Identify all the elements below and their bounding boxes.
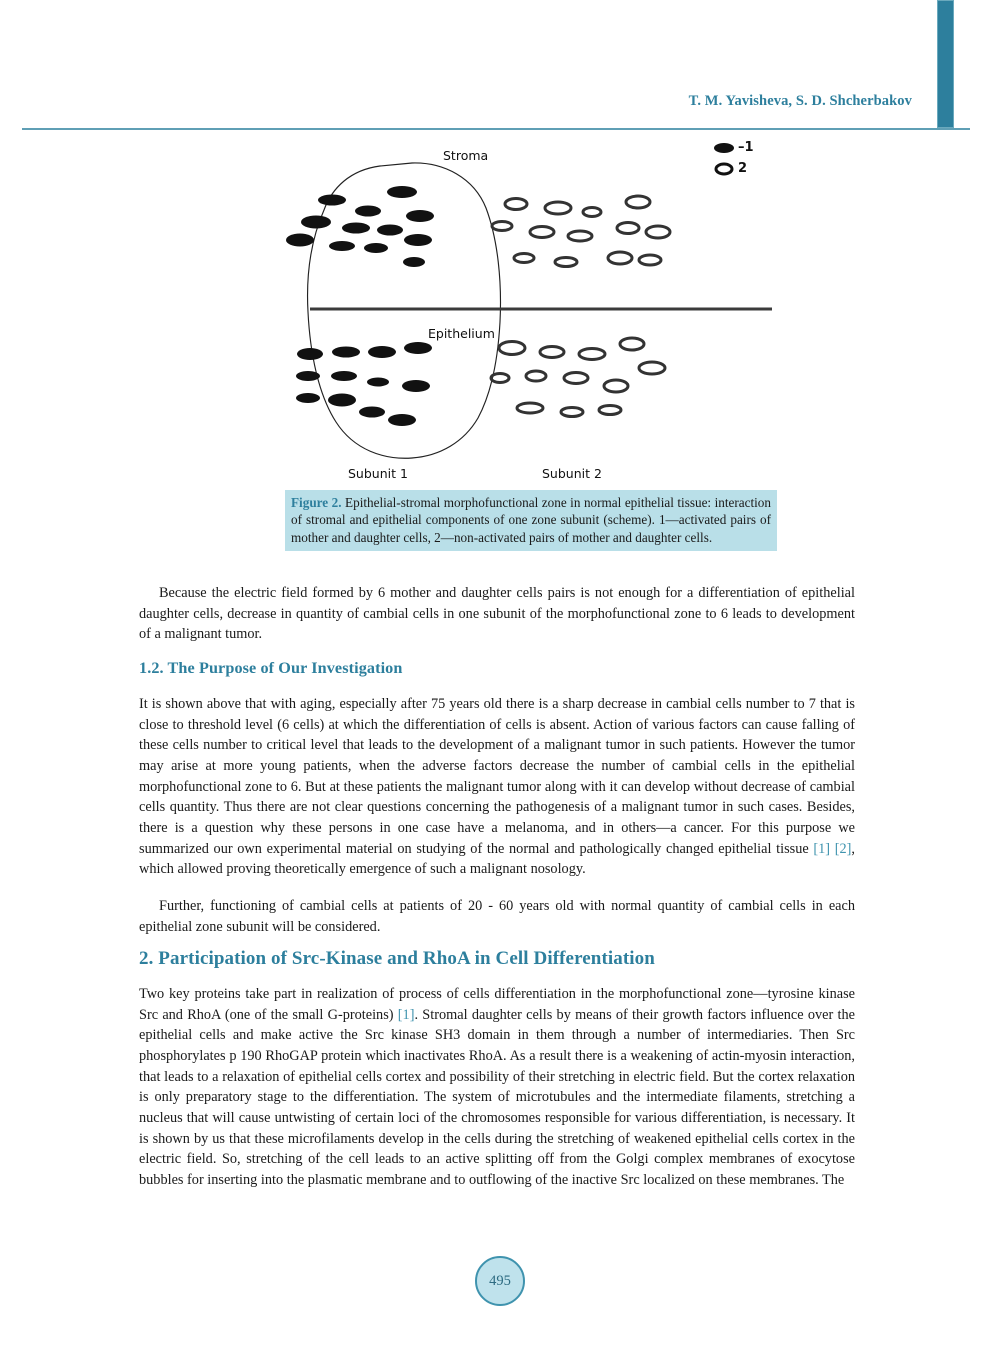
nonactivated-cells-upper-right	[492, 196, 670, 267]
legend-label-2: 2	[738, 161, 748, 176]
paragraph-purpose	[139, 694, 855, 880]
section-heading-1-2: 1.2. The Purpose of Our Investigation	[139, 659, 403, 677]
legend-item-activated	[713, 140, 754, 155]
hollow-ellipse-icon	[713, 162, 735, 176]
section-heading-2: 2. Participation of Src-Kinase and RhoA in Cell Differentiation	[139, 948, 655, 969]
citation-link-1[interactable]: [1]	[813, 840, 831, 857]
figure-caption	[285, 490, 777, 551]
figure-label-subunit-2: Subunit 2	[542, 466, 602, 481]
figure-svg	[280, 136, 780, 486]
paragraph-intro	[139, 583, 855, 645]
figure-caption-lead: Figure 2.	[291, 495, 342, 510]
figure-label-subunit-1: Subunit 1	[348, 466, 408, 481]
paragraph-text	[139, 984, 855, 1191]
nonactivated-cells-lower-right	[491, 338, 665, 417]
legend-label-1: –1	[738, 140, 754, 155]
paragraph-text: Because the electric field formed by 6 mother and daughter cells pairs is not enough for a differentiation of epithelial daughter cells, decrease in quantity of cambial cells in one subunit of the morphofunctional zone to 6 leads to development of a malignant tumor.	[139, 585, 855, 643]
paragraph-src-kinase	[139, 984, 855, 1191]
filled-ellipse-icon	[713, 141, 735, 155]
paragraph-segment-after-citation: . Stromal daughter cells by means of their growth factors influence over the epithelial cells and make active the Src kinase SH3 domain in them through a number of intermediaries. Then Src phosphorylates p 190 RhoGAP protein which inactivates RhoA. As a result there is a weakening of actin-myosin interaction, that leads to a relaxation of epithelial cells cortex and possibility of their stretching in electric field. But the cortex relaxation is only preparatory stage to the differentiation. The system of microtubules and the intermediate filaments, stretching a nucleus that will cause untwisting of certain loci of the chromosomes responsible for various differentiation, is necessary. It is shown by us that these microfilaments develop in the cells during the stretching of weakened epithelial cells cortex in the electric field. So, stretching of the cell leads to an active splitting off from the Golgi complex membranes of exocytose bubbles for inserting into the plasmatic membrane and to outflowing of the inactive Src localized on these membranes. The	[139, 1006, 856, 1188]
zone-outline	[308, 163, 501, 458]
header-divider	[22, 128, 970, 130]
figure-label-epithelium: Epithelium	[428, 326, 495, 341]
activated-cells-upper-left	[286, 186, 434, 267]
citation-link-1[interactable]: [1]	[397, 1006, 415, 1023]
paragraph-further	[139, 896, 855, 937]
paragraph-segment-before-citations: It is shown above that with aging, especially after 75 years old there is a sharp decrease in cambial cells number to 7 that is close to threshold level (6 cells) at which the differentiation of cells is absent. Action of various factors can cause falling of these cells number to critical level that leads to the development of a malignant tumor in such patients. However the tumor may arise at more young patients, when the adverse factors decrease the number of cambial cells in the epithelial morphofunctional zone to 6. But at these patients the malignant tumor along with it can develop without decrease of cambial cells quantity. Thus there are not clear questions concerning the pathogenesis of a malignant tumor in such cases. Besides, there is a question why these persons in one case have a melanoma, and in others—a cancer. For this purpose we summarized our own experimental material on studying of the normal and pathologically changed epithelial tissue	[139, 696, 855, 857]
page-number-badge: 495	[475, 1256, 525, 1306]
paragraph-text: Further, functioning of cambial cells at patients of 20 - 60 years old with normal quantity of cambial cells in each epithelial zone subunit will be considered.	[139, 898, 855, 935]
paragraph-segment-before-citation: Two key proteins take part in realization of process of cells differentiation in the morphofunctional zone—tyrosine kinase Src and RhoA (one of the small G-proteins)	[139, 986, 855, 1023]
citation-link-2[interactable]: [2]	[834, 840, 852, 857]
figure-2-illustration	[280, 136, 780, 486]
figure-legend	[705, 136, 825, 186]
activated-cells-lower-left	[296, 342, 432, 426]
paragraph-segment-after-citations: , which allowed proving theoretically emergence of such a malignant nosology.	[139, 840, 855, 878]
paragraph-text	[139, 694, 855, 880]
running-head: T. M. Yavisheva, S. D. Shcherbakov	[688, 93, 912, 109]
figure-caption-text: Epithelial-stromal morphofunctional zone in normal epithelial tissue: interaction of stromal and epithelial components of one zone subunit (scheme). 1—activated pairs of mother and daughter cells, 2—non-activated pairs of mother and daughter cells.	[291, 495, 771, 545]
header-accent-bar	[937, 0, 954, 128]
legend-item-nonactivated	[713, 161, 747, 176]
figure-label-stroma: Stroma	[443, 148, 489, 163]
